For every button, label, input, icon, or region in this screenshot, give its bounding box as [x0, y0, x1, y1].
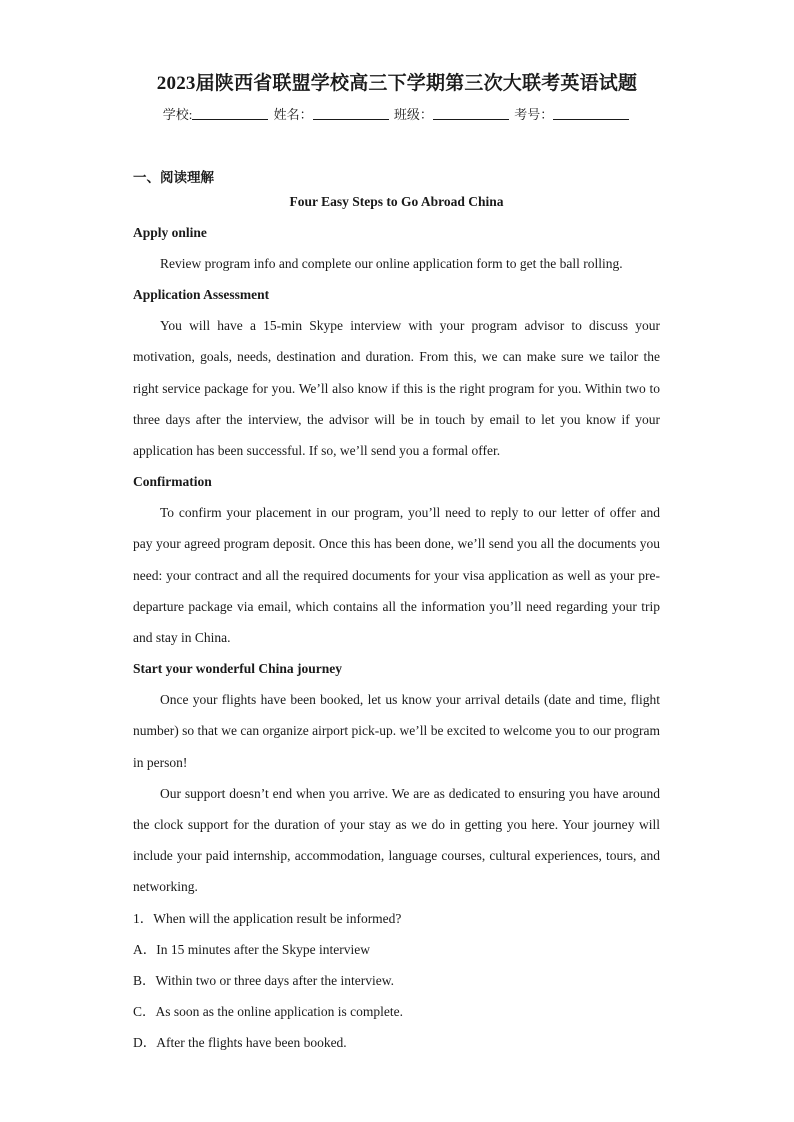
student-info-line	[0, 104, 794, 123]
passage-title: Four Easy Steps to Go Abroad China	[289, 194, 504, 209]
heading-application-assessment: Application Assessment	[133, 287, 270, 303]
option-d[interactable]: D．After the flights have been booked.	[133, 1034, 347, 1050]
paragraph-china-journey-2: Our support doesn’t end when you arrive. We are as dedicated to ensuring you have around the clock support for the duration of your stay as we do in getting you here. Your journey will include your paid internship, accommodation, language courses, cultural experiences, tours, and networking.	[133, 785, 660, 895]
option-b[interactable]: B．Within two or three days after the interview.	[133, 972, 395, 988]
class-label: 班级：	[393, 107, 433, 122]
heading-confirmation: Confirmation	[133, 474, 212, 490]
document-title: 2023届陕西省联盟学校高三下学期第三次大联考英语试题	[156, 73, 638, 94]
section-title: 一、阅读理解	[133, 170, 214, 185]
paragraph-confirmation: To confirm your placement in our program, you’ll need to reply to our letter of offer and pay your agreed program deposit. Once this has been done, we’ll send you all the documents you need: your contract and all the required documents for your visa application as well as your pre-departure package via email, which contains all the information you’ll need regarding your trip and stay in China.	[133, 505, 660, 646]
name-blank[interactable]	[313, 107, 389, 120]
question-text: 1．When will the application result be informed?	[133, 910, 402, 926]
paragraph-china-journey-1: Once your flights have been booked, let us know your arrival details (date and time, flight number) so that we can organize airport pick-up. we’ll be excited to welcome you to our program in person!	[133, 692, 660, 770]
name-label: 姓名：	[273, 107, 313, 122]
school-blank[interactable]	[192, 107, 268, 120]
paragraph-apply-online: Review program info and complete our online application form to get the ball rolling.	[160, 256, 623, 271]
paragraph-application-assessment: You will have a 15-min Skype interview with your program advisor to discuss your motivation, goals, needs, destination and duration. From this, we can make sure we tailor the right service package for you. We’ll also know if this is the right program for you. Within two to three days after the interview, the advisor will be in touch by email to let you know if your application has been successful. If so, we’ll send you a formal offer.	[133, 318, 660, 459]
option-a[interactable]: A．In 15 minutes after the Skype interview	[133, 941, 370, 957]
reading-content	[133, 186, 660, 1058]
option-c[interactable]: C．As soon as the online application is complete.	[133, 1003, 403, 1019]
school-label: 学校:	[162, 107, 193, 122]
exam-number-blank[interactable]	[553, 107, 629, 120]
heading-china-journey: Start your wonderful China journey	[133, 661, 343, 677]
class-blank[interactable]	[433, 107, 509, 120]
exam-number-label: 考号：	[514, 107, 554, 122]
heading-apply-online: Apply online	[133, 225, 207, 240]
